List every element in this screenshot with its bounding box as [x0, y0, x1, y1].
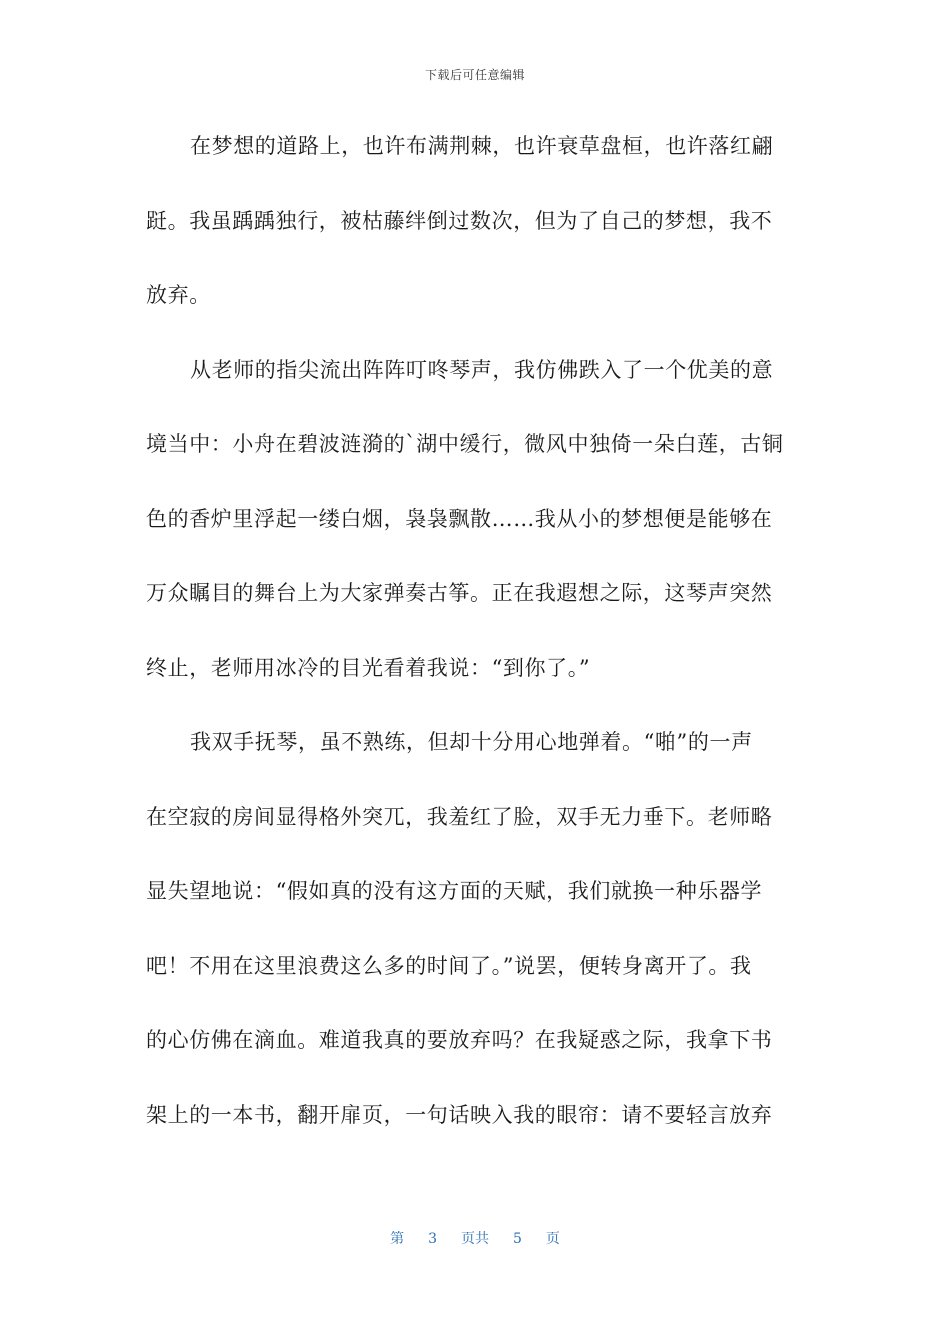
text-line: 显失望地说：“假如真的没有这方面的天赋，我们就换一种乐器学: [146, 879, 763, 903]
text-line: 我双手抚琴，虽不熟练，但却十分用心地弹着。“啪”的一声: [190, 730, 753, 754]
text-line: 在空寂的房间显得格外突兀，我羞红了脸，双手无力垂下。老师略: [146, 804, 773, 829]
text-line: 从老师的指尖流出阵阵叮咚琴声，我仿佛跌入了一个优美的意: [190, 357, 774, 382]
text-line: 万众瞩目的舞台上为大家弹奏古筝。正在我遐想之际，这琴声突然: [146, 581, 773, 605]
text-line: 色的香炉里浮起一缕白烟，袅袅飘散……我从小的梦想便是能够在: [146, 506, 773, 531]
page-label: 第: [390, 1231, 405, 1247]
total-pages-number: 5: [513, 1231, 522, 1247]
page-mid-label: 页共: [461, 1231, 489, 1247]
text-line: 境当中：小舟在碧波涟漪的`湖中缓行，微风中独倚一朵白莲，古铜: [146, 432, 784, 456]
page-end-label: 页: [545, 1231, 560, 1247]
text-line: 放弃。: [146, 283, 211, 307]
document-body: [146, 120, 810, 1163]
text-line: 终止，老师用冰冷的目光看着我说：“到你了。”: [146, 655, 591, 680]
text-line: 在梦想的道路上，也许布满荆棘，也许衰草盘桓，也许落红翩: [190, 134, 774, 158]
text-line: 的心仿佛在滴血。难道我真的要放弃吗？在我疑惑之际，我拿下书: [146, 1028, 773, 1052]
current-page-number: 3: [428, 1231, 437, 1247]
page-header: 下载后可任意编辑: [424, 68, 525, 82]
page-footer: [0, 1228, 950, 1248]
text-line: 跹。我虽踽踽独行，被枯藤绊倒过数次，但为了自己的梦想，我不: [146, 208, 773, 233]
text-line: 架上的一本书，翻开扉页，一句话映入我的眼帘：请不要轻言放弃: [146, 1102, 773, 1127]
text-line: 吧！不用在这里浪费这么多的时间了。”说罢，便转身离开了。我: [146, 953, 752, 978]
